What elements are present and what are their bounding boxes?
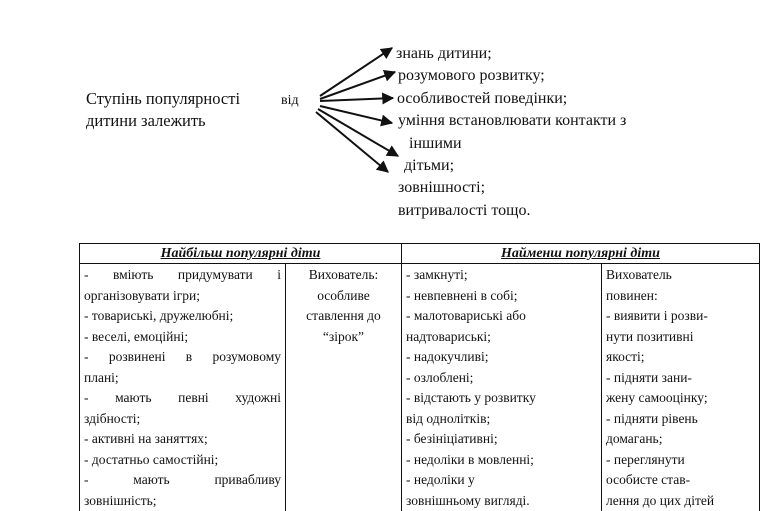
- educator-line: - переглянути: [606, 450, 755, 471]
- educator-line: Вихователь: [606, 265, 755, 286]
- educator-most-popular: [286, 264, 402, 511]
- educator-line: “зірок”: [290, 327, 397, 348]
- stem-line-2: дитини залежить: [86, 110, 240, 132]
- target-item: розумового розвитку;: [398, 65, 545, 87]
- list-item: - мають привабливу: [84, 470, 281, 491]
- list-item: - замкнуті;: [406, 265, 597, 286]
- popularity-table: [79, 243, 760, 511]
- educator-line: домагань;: [606, 429, 755, 450]
- most-popular-traits: [80, 264, 286, 511]
- educator-line: повинен:: [606, 286, 755, 307]
- arrow-6: [316, 112, 388, 172]
- header-most-popular: Найбільш популярні діти: [80, 244, 402, 264]
- list-item: надтовариські;: [406, 327, 597, 348]
- target-item: дітьми;: [404, 155, 454, 177]
- list-item: здібності;: [84, 409, 281, 430]
- list-item: зовнішність;: [84, 491, 281, 511]
- list-item: організовувати ігри;: [84, 286, 281, 307]
- list-item: - товариські, дружелюбні;: [84, 306, 281, 327]
- list-item: - недоліки у: [406, 470, 597, 491]
- list-item: - активні на заняттях;: [84, 429, 281, 450]
- educator-line: особисте став-: [606, 470, 755, 491]
- educator-line: якості;: [606, 347, 755, 368]
- educator-least-popular: [602, 264, 760, 511]
- target-item: іншими: [409, 133, 462, 155]
- list-item: від однолітків;: [406, 409, 597, 430]
- least-popular-traits: [402, 264, 602, 511]
- list-item: - малотовариські або: [406, 306, 597, 327]
- educator-line: - підняти рівень: [606, 409, 755, 430]
- educator-line: ставлення до: [290, 306, 397, 327]
- educator-line: жену самооцінку;: [606, 388, 755, 409]
- stem-preposition: від: [281, 93, 299, 109]
- arrow-4: [320, 106, 392, 123]
- stem-line-1: Ступінь популярності: [86, 88, 240, 110]
- list-item: - надокучливі;: [406, 347, 597, 368]
- target-item: зовнішності;: [398, 177, 485, 199]
- educator-line: лення до цих дітей: [606, 491, 755, 511]
- list-item: - безініціативні;: [406, 429, 597, 450]
- target-item: знань дитини;: [396, 43, 492, 65]
- list-item: - достатньо самостійні;: [84, 450, 281, 471]
- list-item: - розвинені в розумовому: [84, 347, 281, 368]
- arrow-3: [320, 98, 393, 101]
- arrow-1: [320, 48, 392, 96]
- target-item: уміння встановлювати контакти з: [398, 110, 626, 132]
- educator-line: нути позитивні: [606, 327, 755, 348]
- list-item: - недоліки в мовленні;: [406, 450, 597, 471]
- arrow-2: [320, 72, 395, 99]
- target-item: витривалості тощо.: [398, 200, 530, 222]
- educator-line: Вихователь:: [290, 265, 397, 286]
- target-item: особливостей поведінки;: [397, 88, 567, 110]
- list-item: - озлоблені;: [406, 368, 597, 389]
- diagram-stem: [86, 88, 240, 132]
- list-item: - мають певні художні: [84, 388, 281, 409]
- educator-line: особливе: [290, 286, 397, 307]
- educator-line: - виявити і розви-: [606, 306, 755, 327]
- list-item: - відстають у розвитку: [406, 388, 597, 409]
- list-item: - веселі, емоційні;: [84, 327, 281, 348]
- list-item: плані;: [84, 368, 281, 389]
- list-item: - вміють придумувати і: [84, 265, 281, 286]
- educator-line: - підняти зани-: [606, 368, 755, 389]
- list-item: зовнішньому вигляді.: [406, 491, 597, 511]
- arrow-5: [318, 109, 398, 156]
- header-least-popular: Найменш популярні діти: [402, 244, 760, 264]
- list-item: - невпевнені в собі;: [406, 286, 597, 307]
